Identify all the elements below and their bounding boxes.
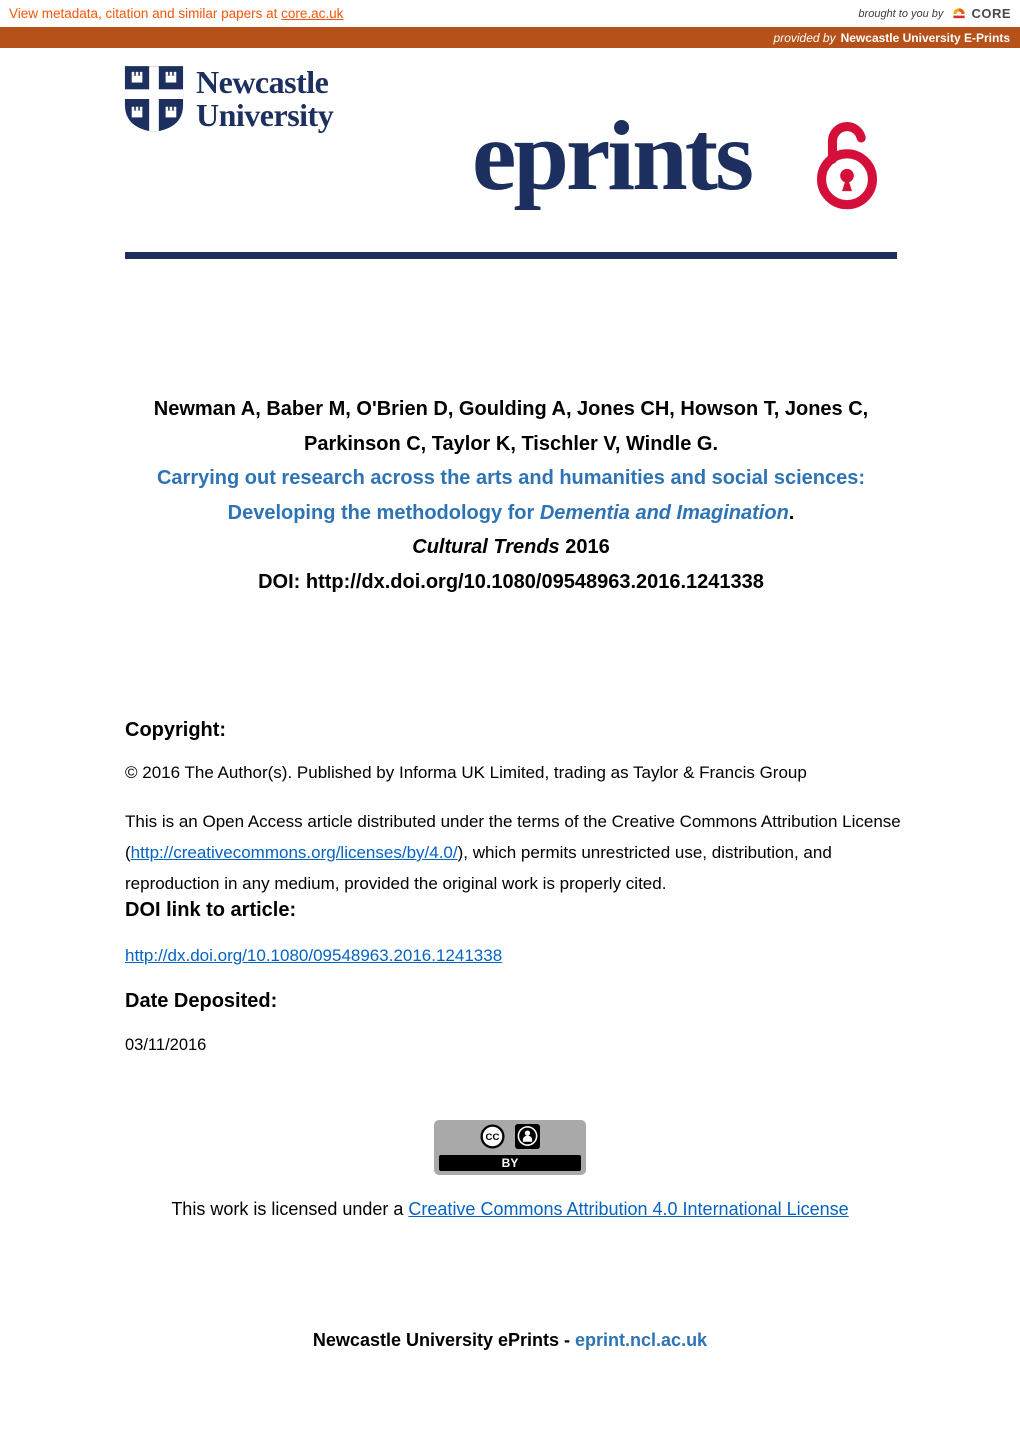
core-logo-icon <box>951 6 967 22</box>
cc-license-url-link[interactable]: http://creativecommons.org/licenses/by/4.0/ <box>130 843 458 862</box>
date-deposited-heading: Date Deposited: <box>125 990 278 1012</box>
provided-by-label: provided by <box>773 30 836 45</box>
provided-bar <box>0 27 1020 48</box>
footer-link[interactable]: eprint.ncl.ac.uk <box>575 1330 708 1350</box>
cc-by-badge[interactable] <box>434 1120 586 1175</box>
doi-article-link[interactable]: http://dx.doi.org/10.1080/09548963.2016.1241338 <box>125 946 503 965</box>
newcastle-shield-icon <box>123 64 185 134</box>
license-statement <box>0 1199 1020 1220</box>
citation-block <box>125 392 897 599</box>
oa-line2-post: ), which permits unrestricted use, distribution, and <box>457 843 832 862</box>
university-wordmark <box>196 66 333 132</box>
paper-title-line2 <box>125 496 897 531</box>
citation-authors-line1: Newman A, Baber M, O'Brien D, Goulding A, Jones CH, Howson T, Jones C, <box>153 398 869 420</box>
oa-line1: This is an Open Access article distributed under the terms of the Creative Commons Attribution License <box>125 812 901 831</box>
newcastle-university-logo <box>123 64 333 134</box>
paper-title-line2-period: . <box>788 501 795 524</box>
journal-name: Cultural Trends <box>412 536 560 558</box>
footer-text: Newcastle University ePrints - <box>312 1330 576 1350</box>
oa-line2 <box>125 837 901 868</box>
journal-year: 2016 <box>559 536 610 558</box>
doi-heading: DOI link to article: <box>125 899 297 921</box>
journal-line <box>125 530 897 565</box>
person-icon <box>515 1124 540 1149</box>
paper-title-line2-italic: Dementia and Imagination <box>539 501 789 524</box>
core-logo-label: CORE <box>971 6 1011 21</box>
oa-line2-pre: ( <box>125 843 131 862</box>
divider-rule <box>125 252 897 259</box>
license-link[interactable]: Creative Commons Attribution 4.0 International License <box>408 1199 849 1219</box>
core-logo[interactable] <box>951 6 1011 22</box>
footer <box>0 1330 1020 1351</box>
core-ac-uk-link[interactable]: core.ac.uk <box>281 6 344 21</box>
cc-icon <box>480 1124 505 1149</box>
doi-value: http://dx.doi.org/10.1080/09548963.2016.1241338 <box>305 570 764 593</box>
eprints-logo <box>472 100 751 211</box>
cc-by-label: BY <box>439 1155 581 1171</box>
doi-label: DOI: <box>258 570 306 593</box>
brought-to-you-by-label: brought to you by <box>858 7 944 20</box>
eprints-wordmark: eprints <box>472 100 751 211</box>
paper-title-line2-pre: Developing the methodology for <box>227 501 540 524</box>
metadata-banner <box>9 6 343 21</box>
provided-source-label: Newcastle University E-Prints <box>840 30 1010 45</box>
copyright-heading: Copyright: <box>125 719 227 741</box>
citation-doi-line <box>125 565 897 600</box>
metadata-banner-text: View metadata, citation and similar papers at <box>9 6 282 21</box>
license-statement-text: This work is licensed under a <box>171 1199 409 1219</box>
university-wordmark-line1: Newcastle <box>196 64 329 100</box>
university-wordmark-line2: University <box>196 97 334 133</box>
core-banner <box>0 0 1020 27</box>
svg-text:CC: CC <box>485 1132 500 1144</box>
paper-title-line1: Carrying out research across the arts and humanities and social sciences: <box>156 467 866 489</box>
open-access-icon <box>803 112 891 212</box>
citation-authors-line2: Parkinson C, Taylor K, Tischler V, Windle G. <box>303 432 718 455</box>
open-access-paragraph <box>125 806 901 899</box>
date-deposited-value: 03/11/2016 <box>125 1036 207 1054</box>
cc-badge-icons <box>480 1124 540 1149</box>
copyright-publisher: © 2016 The Author(s). Published by Informa UK Limited, trading as Taylor & Francis Group <box>125 763 807 782</box>
oa-line3: reproduction in any medium, provided the original work is properly cited. <box>125 874 667 893</box>
brought-to-you-by <box>858 6 1011 22</box>
